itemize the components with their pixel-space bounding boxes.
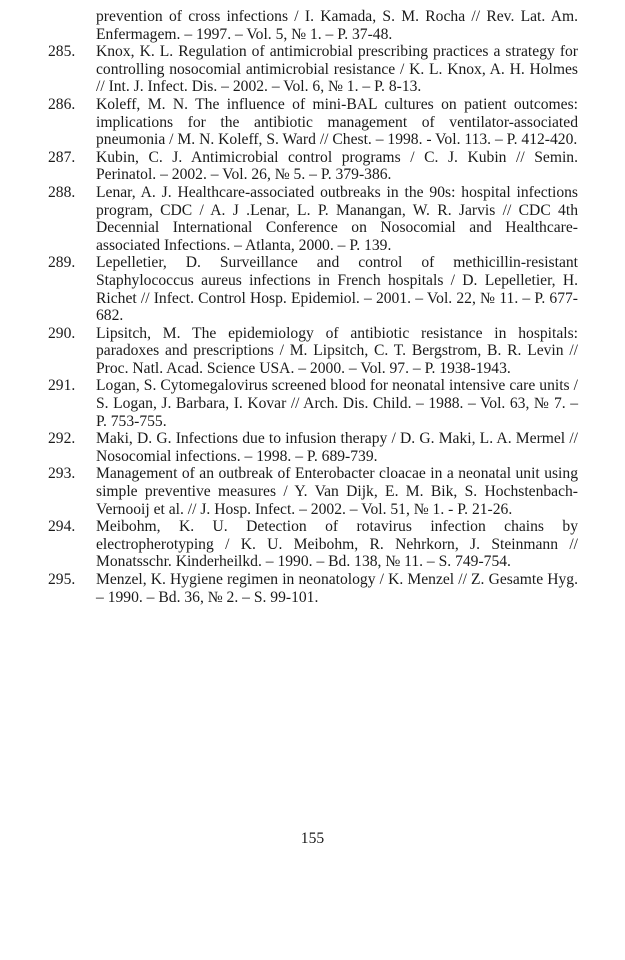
reference-number: 293. [48, 465, 76, 483]
reference-item [48, 96, 578, 149]
reference-item [48, 43, 578, 96]
reference-item [48, 571, 578, 606]
reference-item [48, 518, 578, 571]
reference-number: 292. [48, 430, 76, 448]
reference-item [48, 149, 578, 184]
reference-continuation [48, 8, 578, 43]
reference-number: 289. [48, 254, 76, 272]
reference-text: Lenar, A. J. Healthcare-associated outbreaks in the 90s: hospital infections program, CDC / A. J .Lenar, L. P. Manangan, W. R. Jarvis // CDC 4th Decennial International Conference on Nosocomial and Healthcare-associated Infections. – Atlanta, 2000. – P. 139. [96, 183, 578, 254]
reference-number: 295. [48, 571, 76, 588]
reference-item [48, 254, 578, 324]
reference-text: Menzel, K. Hygiene regimen in neonatology / K. Menzel // Z. Gesamte Hyg. – 1990. – Bd. 36, № 2. – S. 99-101. [96, 571, 578, 606]
reference-item [48, 430, 578, 465]
reference-item [48, 465, 578, 518]
reference-item [48, 377, 578, 430]
reference-number: 285. [48, 43, 76, 61]
reference-text: Lipsitch, M. The epidemiology of antibiotic resistance in hospitals: paradoxes and prescriptions / M. Lipsitch, C. T. Bergstrom, B. R. Levin // Proc. Natl. Acad. Science USA. – 2000. – Vol. 97. – P. 1938-1943. [96, 324, 578, 377]
reference-list [48, 8, 578, 606]
reference-number: 286. [48, 95, 76, 113]
reference-number: 290. [48, 324, 76, 342]
reference-text: Knox, K. L. Regulation of antimicrobial prescribing practices a strategy for controlling nosocomial antimicrobial resistance / K. L. Knox, A. H. Holmes // Int. J. Infect. Dis. – 2002. – Vol. 6, № 1. – P. 8-13. [96, 43, 578, 96]
reference-text: Lepelletier, D. Surveillance and control of methicillin-resistant Staphylococcus aureus infections in French hospitals / D. Lepelletier, H. Richet // Infect. Control Hosp. Epidemiol. – 2001. – Vol. 22, № 11. – P. 677-682. [96, 254, 578, 325]
reference-item [48, 325, 578, 378]
reference-text: Maki, D. G. Infections due to infusion therapy / D. G. Maki, L. A. Mermel // Nosocomial infections. – 1998. – P. 689-739. [96, 430, 578, 465]
reference-number: 294. [48, 518, 76, 536]
reference-text: Management of an outbreak of Enterobacter cloacae in a neonatal unit using simple preventive measures / Y. Van Dijk, E. M. Bik, S. Hochstenbach-Vernooij et al. // J. Hosp. Infect. – 2002. – Vol. 51, № 1. - P. 21-26. [96, 465, 578, 518]
reference-text: Meibohm, K. U. Detection of rotavirus infection chains by electropherotyping / K. U. Meibohm, R. Nehrkorn, J. Steinmann // Monatsschr. Kinderheilkd. – 1990. – Bd. 138, № 11. – S. 749-754. [96, 518, 578, 571]
reference-number: 291. [48, 377, 76, 395]
reference-text: Kubin, C. J. Antimicrobial control programs / C. J. Kubin // Semin. Perinatol. – 2002. – Vol. 26, № 5. – P. 379-386. [96, 148, 578, 184]
reference-item [48, 184, 578, 254]
reference-text: Logan, S. Cytomegalovirus screened blood for neonatal intensive care units / S. Logan, J. Barbara, I. Kovar // Arch. Dis. Child. – 1988. – Vol. 63, № 7. – P. 753-755. [96, 377, 578, 430]
reference-number: 287. [48, 148, 76, 166]
page-number: 155 [300, 830, 325, 847]
reference-text: prevention of cross infections / I. Kamada, S. M. Rocha // Rev. Lat. Am. Enfermagem. – 1997. – Vol. 5, № 1. – P. 37-48. [96, 8, 578, 43]
reference-text: Koleff, M. N. The influence of mini-BAL cultures on patient outcomes: implications for the antibiotic management of ventilator-associated pneumonia / M. N. Koleff, S. Ward // Chest. – 1998. - Vol. 113. – P. 412-420. [96, 95, 578, 149]
reference-number: 288. [48, 183, 76, 201]
